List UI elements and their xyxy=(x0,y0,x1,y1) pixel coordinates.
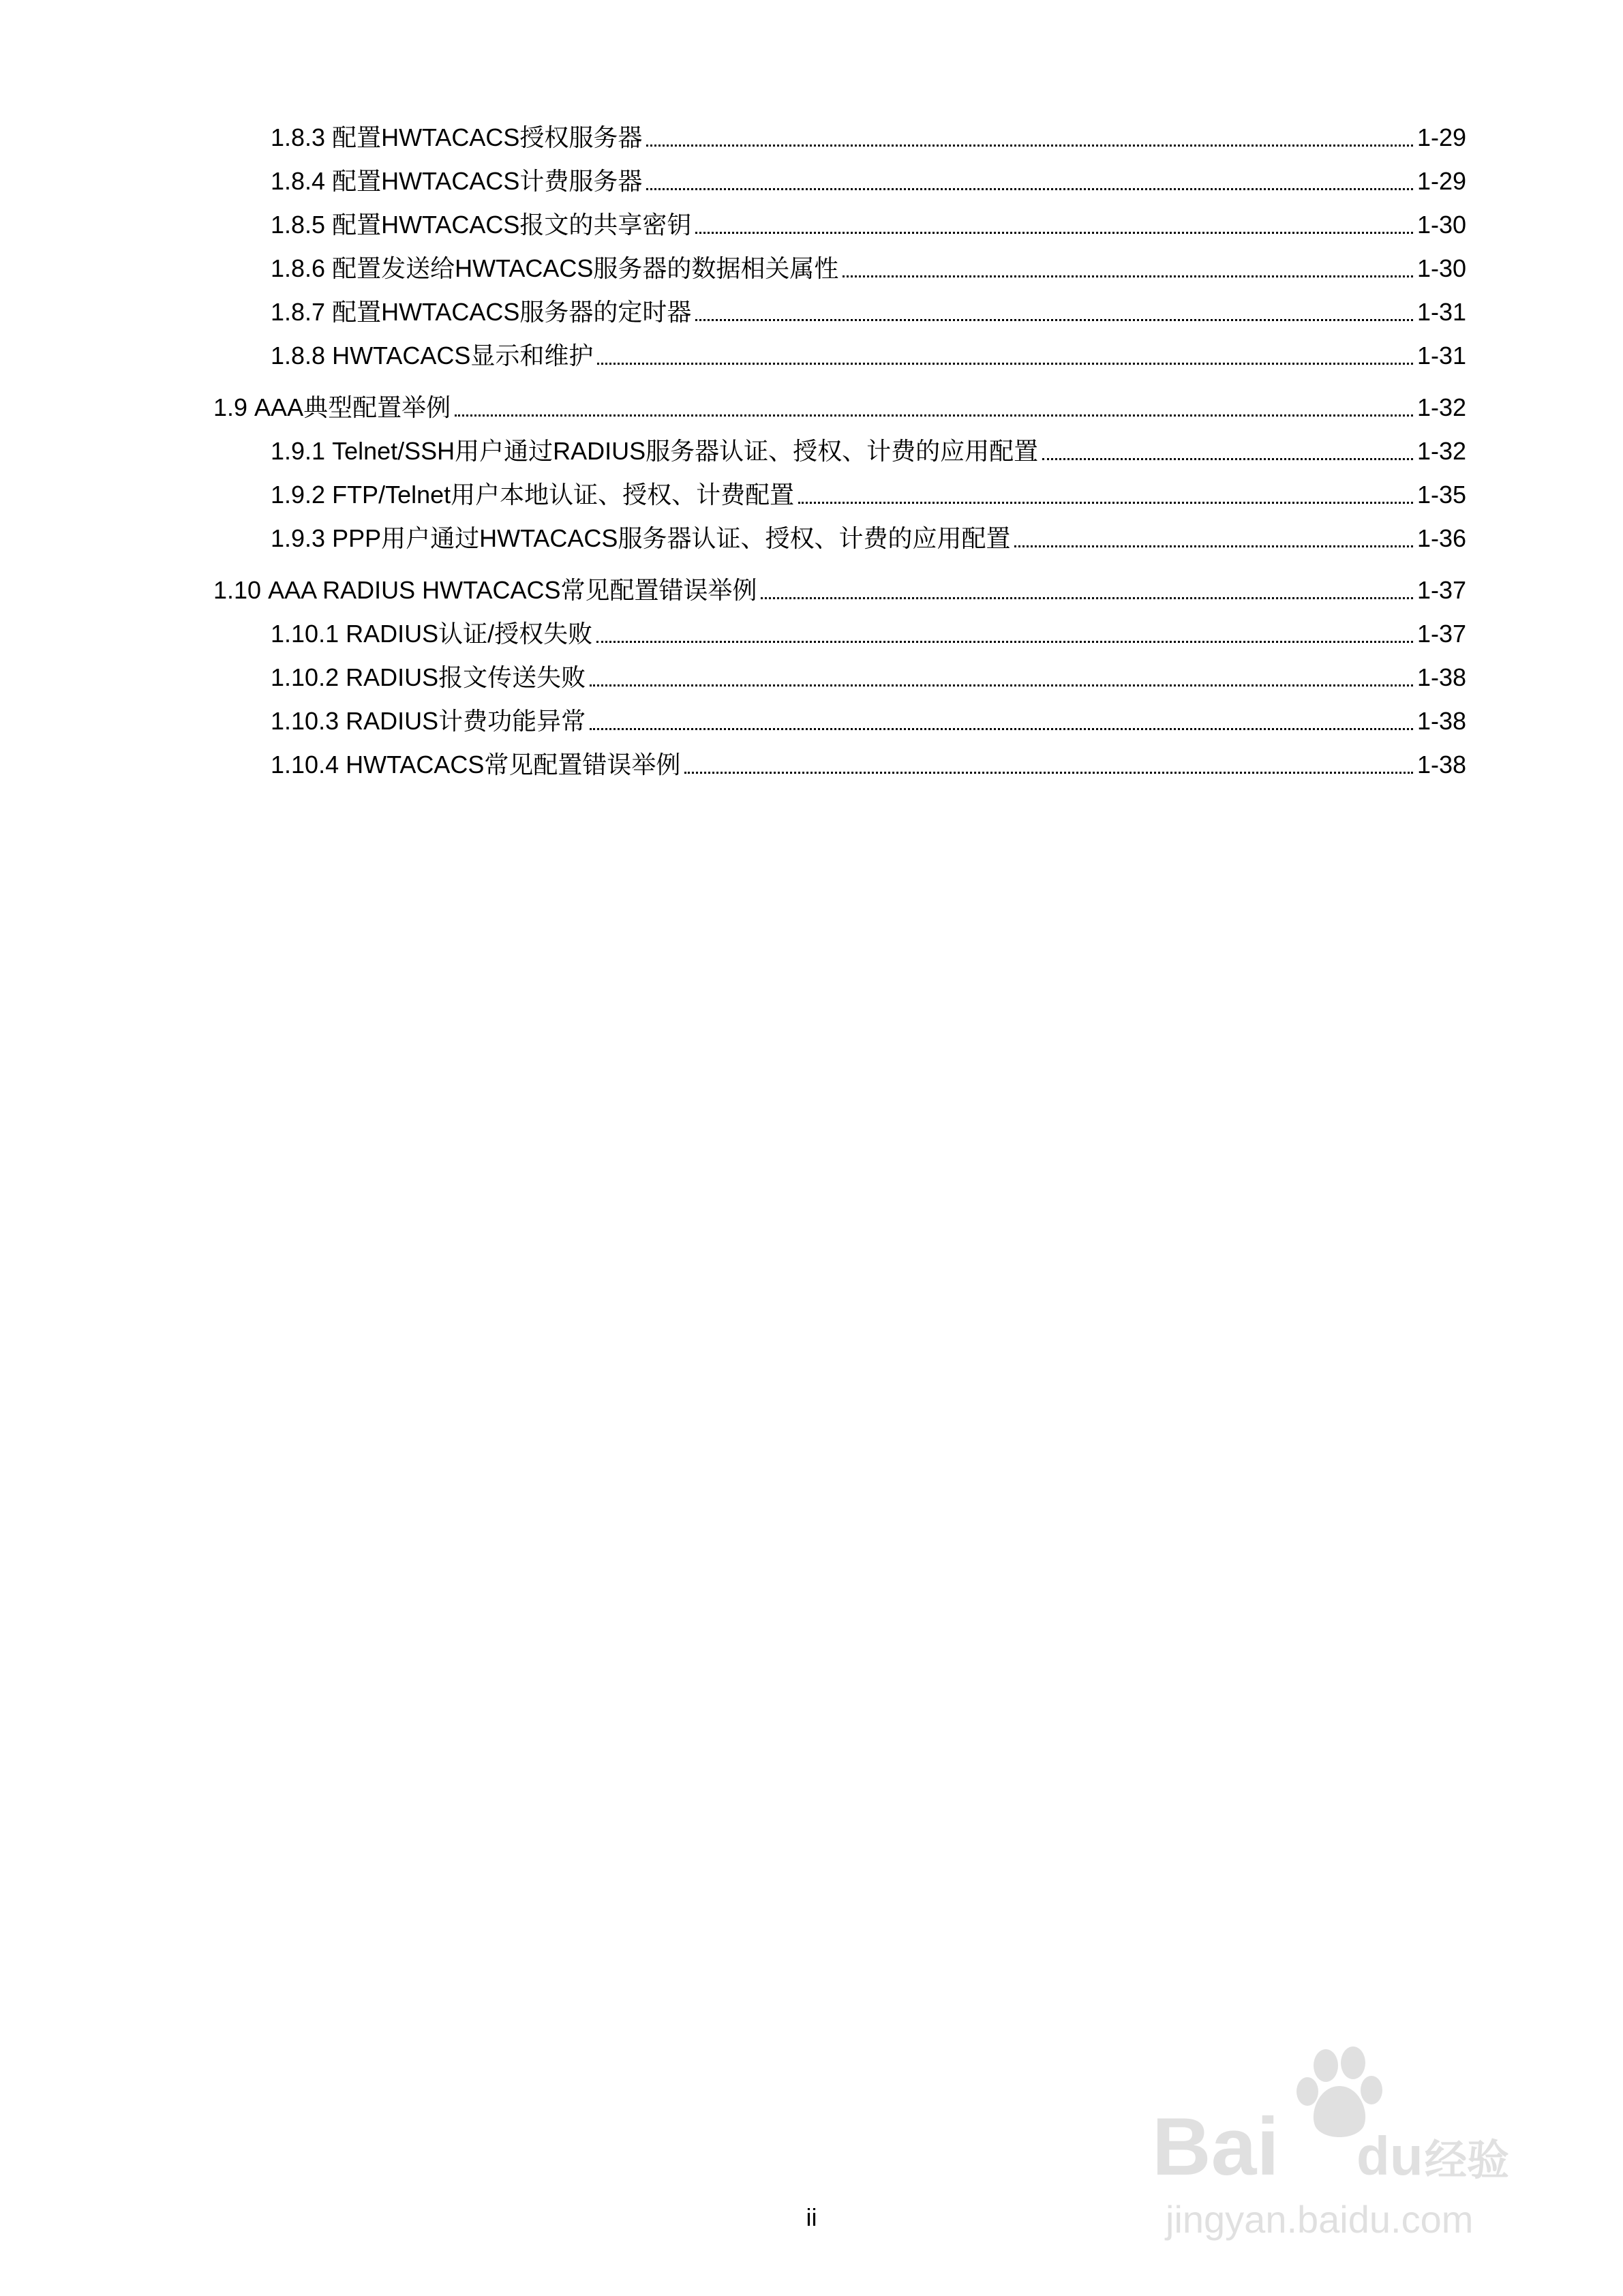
toc-entry-number: 1.8.3 xyxy=(271,123,326,151)
baidu-paw-icon xyxy=(1145,2038,1527,2243)
toc-entry-number: 1.10.3 xyxy=(271,707,339,735)
svg-text:jingyan.baidu.com: jingyan.baidu.com xyxy=(1166,2198,1474,2241)
toc-entry-1-10-2[interactable] xyxy=(271,649,1466,693)
toc-entry-title: 配置HWTACACS计费服务器 xyxy=(332,167,643,195)
toc-entry-page: 1-32 xyxy=(1416,393,1466,421)
dot-leader xyxy=(597,363,1413,365)
toc-entry-page: 1-31 xyxy=(1416,298,1466,326)
svg-text:Bai: Bai xyxy=(1152,2101,1279,2192)
toc-entry-1-10-3[interactable] xyxy=(271,693,1466,736)
toc-entry-page: 1-36 xyxy=(1416,524,1466,552)
toc-entry-title: Telnet/SSH用户通过RADIUS服务器认证、授权、计费的应用配置 xyxy=(332,437,1039,465)
toc-entry-number: 1.9.1 xyxy=(271,437,326,465)
toc-entry-1-10[interactable] xyxy=(213,554,1466,605)
dot-leader xyxy=(590,684,1413,686)
dot-leader xyxy=(1042,458,1413,460)
dot-leader xyxy=(1014,545,1412,547)
toc-entry-1-10-4[interactable] xyxy=(271,736,1466,780)
toc-entry-title: 配置HWTACACS授权服务器 xyxy=(332,123,643,151)
dot-leader xyxy=(695,232,1413,234)
toc-entry-1-9-2[interactable] xyxy=(271,466,1466,510)
toc-entry-number: 1.9 xyxy=(213,393,248,421)
dot-leader xyxy=(646,145,1413,147)
toc-entry-page: 1-37 xyxy=(1416,620,1466,648)
toc-entry-page: 1-29 xyxy=(1416,123,1466,151)
toc-entry-1-8-4[interactable] xyxy=(271,153,1466,196)
dot-leader xyxy=(646,188,1413,190)
dot-leader xyxy=(798,502,1413,504)
toc-entry-1-10-1[interactable] xyxy=(271,605,1466,649)
toc-entry-title: PPP用户通过HWTACACS服务器认证、授权、计费的应用配置 xyxy=(332,524,1011,552)
table-of-contents xyxy=(0,109,1623,780)
toc-entry-number: 1.8.7 xyxy=(271,298,326,326)
toc-entry-title: 配置HWTACACS报文的共享密钥 xyxy=(332,211,692,239)
toc-entry-title: HWTACACS显示和维护 xyxy=(332,342,594,369)
toc-entry-1-8-7[interactable] xyxy=(271,284,1466,327)
baidu-jingyan-watermark xyxy=(1145,2038,1527,2243)
toc-entry-number: 1.8.6 xyxy=(271,254,326,282)
toc-entry-1-8-6[interactable] xyxy=(271,240,1466,284)
toc-entry-page: 1-32 xyxy=(1416,437,1466,465)
toc-entry-number: 1.8.8 xyxy=(271,342,326,369)
toc-entry-1-8-3[interactable] xyxy=(271,109,1466,153)
toc-entry-1-9[interactable] xyxy=(213,371,1466,423)
toc-entry-title: 配置发送给HWTACACS服务器的数据相关属性 xyxy=(332,254,839,282)
toc-entry-title: 配置HWTACACS服务器的定时器 xyxy=(332,298,692,326)
page-number: ii xyxy=(806,2203,817,2231)
toc-entry-number: 1.10.4 xyxy=(271,751,339,779)
dot-leader xyxy=(684,772,1413,774)
dot-leader xyxy=(761,597,1412,599)
toc-entry-number: 1.8.5 xyxy=(271,211,326,239)
toc-entry-page: 1-30 xyxy=(1416,254,1466,282)
toc-entry-title: FTP/Telnet用户本地认证、授权、计费配置 xyxy=(332,481,795,509)
toc-entry-number: 1.10.2 xyxy=(271,663,339,691)
toc-entry-page: 1-30 xyxy=(1416,211,1466,239)
toc-entry-page: 1-37 xyxy=(1416,576,1466,604)
toc-entry-title: AAA RADIUS HWTACACS常见配置错误举例 xyxy=(268,576,757,604)
toc-entry-title: RADIUS计费功能异常 xyxy=(346,707,586,735)
toc-entry-page: 1-31 xyxy=(1416,342,1466,369)
toc-entry-number: 1.9.3 xyxy=(271,524,326,552)
toc-entry-1-8-5[interactable] xyxy=(271,196,1466,240)
toc-entry-title: HWTACACS常见配置错误举例 xyxy=(346,751,681,779)
dot-leader xyxy=(843,275,1413,277)
toc-entry-1-9-3[interactable] xyxy=(271,510,1466,554)
svg-text:du: du xyxy=(1356,2126,1423,2186)
toc-entry-1-8-8[interactable] xyxy=(271,327,1466,371)
svg-text:经验: 经验 xyxy=(1425,2135,1510,2185)
toc-entry-number: 1.10.1 xyxy=(271,620,339,648)
toc-entry-page: 1-38 xyxy=(1416,663,1466,691)
dot-leader xyxy=(596,641,1413,643)
toc-entry-title: RADIUS报文传送失败 xyxy=(346,663,586,691)
toc-entry-page: 1-38 xyxy=(1416,751,1466,779)
toc-entry-page: 1-35 xyxy=(1416,481,1466,509)
toc-entry-number: 1.9.2 xyxy=(271,481,326,509)
toc-entry-number: 1.8.4 xyxy=(271,167,326,195)
toc-entry-title: RADIUS认证/授权失败 xyxy=(346,620,593,648)
dot-leader xyxy=(695,319,1413,321)
dot-leader xyxy=(455,414,1413,417)
toc-entry-page: 1-29 xyxy=(1416,167,1466,195)
toc-entry-page: 1-38 xyxy=(1416,707,1466,735)
toc-entry-number: 1.10 xyxy=(213,576,262,604)
dot-leader xyxy=(590,728,1413,730)
toc-entry-title: AAA典型配置举例 xyxy=(254,393,451,421)
toc-entry-1-9-1[interactable] xyxy=(271,423,1466,466)
